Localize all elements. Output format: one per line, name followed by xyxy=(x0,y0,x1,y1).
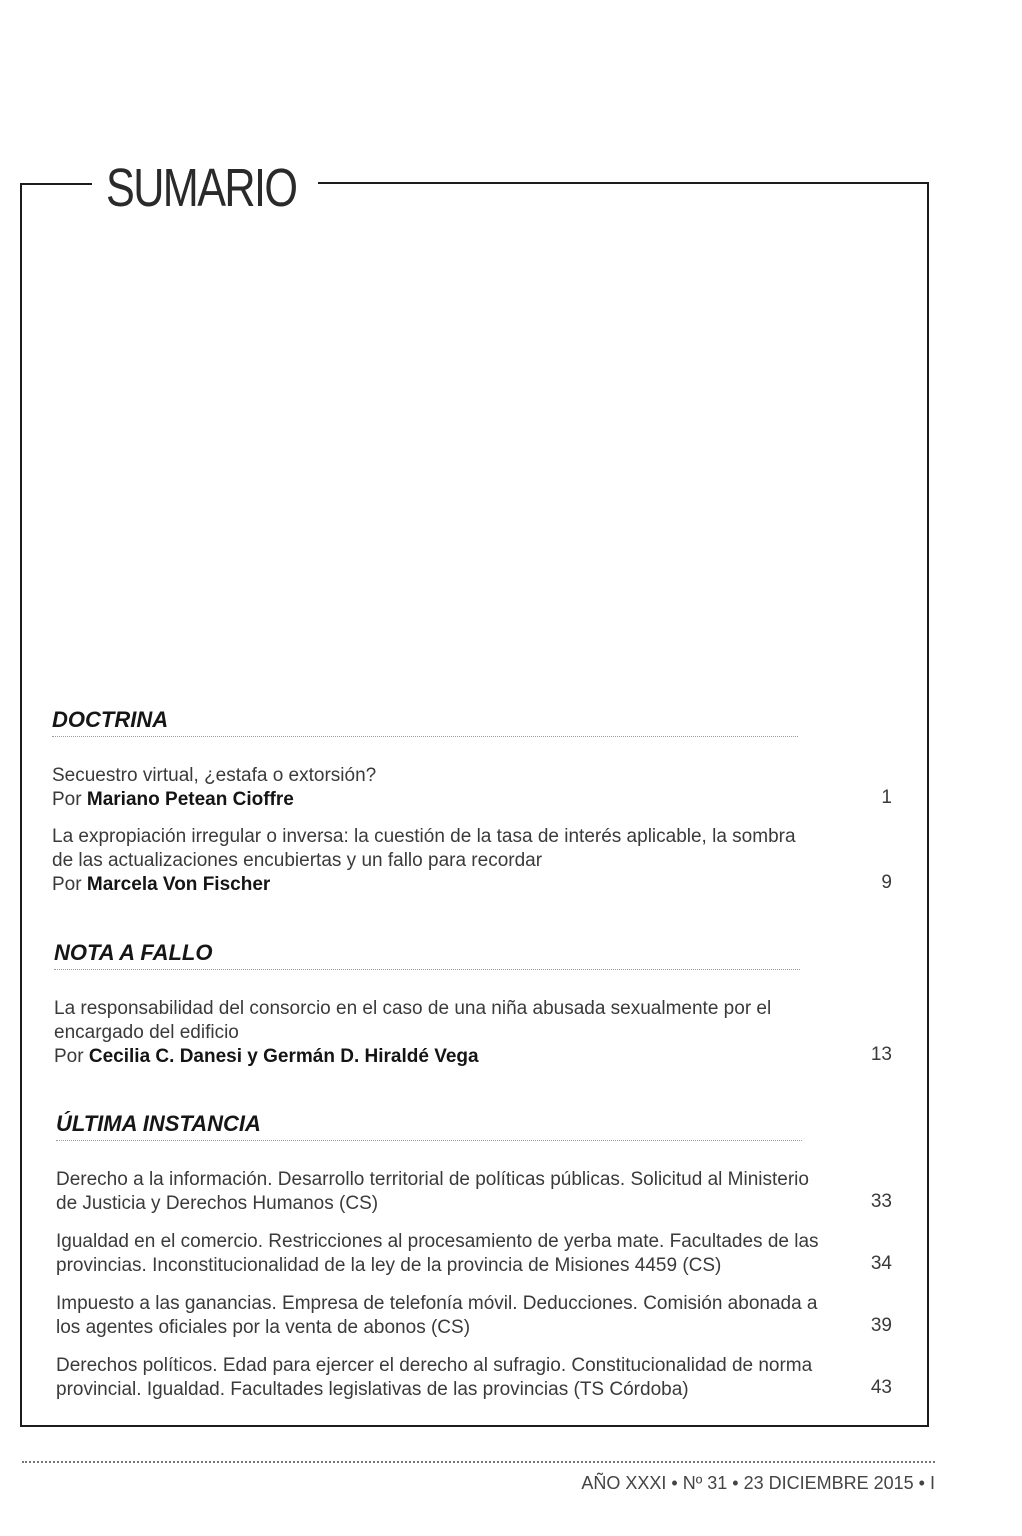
section-divider xyxy=(52,736,798,737)
page-title: SUMARIO xyxy=(106,158,297,218)
toc-entry xyxy=(56,1292,892,1340)
author-name: Mariano Petean Cioffre xyxy=(86,789,294,810)
entry-author xyxy=(52,873,892,897)
toc-entry xyxy=(52,825,892,897)
author-name: Cecilia C. Danesi y Germán D. Hiraldé Vega xyxy=(88,1046,479,1067)
entry-title-line: encargado del edificio xyxy=(54,1022,239,1043)
frame-border-top-right-segment xyxy=(318,182,929,184)
entry-page-number: 43 xyxy=(870,1377,892,1398)
entry-page-number: 1 xyxy=(881,787,892,808)
entry-title-line: La expropiación irregular o inversa: la cuestión de la tasa de interés aplicable, la sombra xyxy=(52,826,796,847)
section-heading: DOCTRINA xyxy=(52,707,169,732)
frame-border-bottom xyxy=(20,1425,929,1427)
section-ultima-instancia xyxy=(56,1111,892,1402)
author-name: Marcela Von Fischer xyxy=(86,874,271,895)
section-doctrina xyxy=(52,707,892,897)
toc-entry xyxy=(56,1168,892,1216)
entry-title-line: La responsabilidad del consorcio en el caso de una niña abusada sexualmente por el xyxy=(54,998,772,1019)
entry-title-line: de Justicia y Derechos Humanos (CS) xyxy=(56,1193,379,1214)
entry-page-number: 13 xyxy=(870,1044,892,1065)
entry-title-line: de las actualizaciones encubiertas y un fallo para recordar xyxy=(52,850,543,871)
entry-author xyxy=(52,788,892,812)
entry-author xyxy=(54,1045,892,1069)
author-prefix: Por xyxy=(52,789,82,810)
entry-title-line: Igualdad en el comercio. Restricciones al procesamiento de yerba mate. Facultades de las xyxy=(56,1231,819,1252)
author-prefix: Por xyxy=(54,1046,84,1067)
section-heading: NOTA A FALLO xyxy=(54,940,213,965)
entry-page-number: 33 xyxy=(870,1191,892,1212)
section-divider xyxy=(54,969,800,970)
frame-border-top-left-segment xyxy=(20,183,92,185)
entry-title-line: provincias. Inconstitucionalidad de la ley de la provincia de Misiones 4459 (CS) xyxy=(56,1255,722,1276)
entry-title-line: Impuesto a las ganancias. Empresa de telefonía móvil. Deducciones. Comisión abonada a xyxy=(56,1293,818,1314)
toc-entry xyxy=(56,1354,892,1402)
toc-entry xyxy=(56,1230,892,1278)
toc-entry xyxy=(52,764,892,812)
entry-title-line: Derecho a la información. Desarrollo territorial de políticas públicas. Solicitud al Ministerio xyxy=(56,1169,809,1190)
section-divider xyxy=(56,1140,802,1141)
entry-title-line: los agentes oficiales por la venta de abonos (CS) xyxy=(56,1317,471,1338)
entry-page-number: 9 xyxy=(881,872,892,893)
section-nota-a-fallo xyxy=(54,940,892,1069)
frame-border-left xyxy=(20,183,22,1427)
entry-title-line: provincial. Igualdad. Facultades legislativas de las provincias (TS Córdoba) xyxy=(56,1379,689,1400)
footer-dotted-rule xyxy=(22,1461,935,1463)
entry-page-number: 39 xyxy=(870,1315,892,1336)
entry-title-line: Secuestro virtual, ¿estafa o extorsión? xyxy=(52,765,377,786)
entry-title-line: Derechos políticos. Edad para ejercer el derecho al sufragio. Constitucionalidad de norma xyxy=(56,1355,813,1376)
author-prefix: Por xyxy=(52,874,82,895)
toc-entry xyxy=(54,997,892,1069)
entry-page-number: 34 xyxy=(870,1253,892,1274)
frame-border-right xyxy=(927,182,929,1427)
footer-issue-line: AÑO XXXI • Nº 31 • 23 DICIEMBRE 2015 • I xyxy=(581,1473,935,1493)
section-heading: ÚLTIMA INSTANCIA xyxy=(56,1111,261,1136)
